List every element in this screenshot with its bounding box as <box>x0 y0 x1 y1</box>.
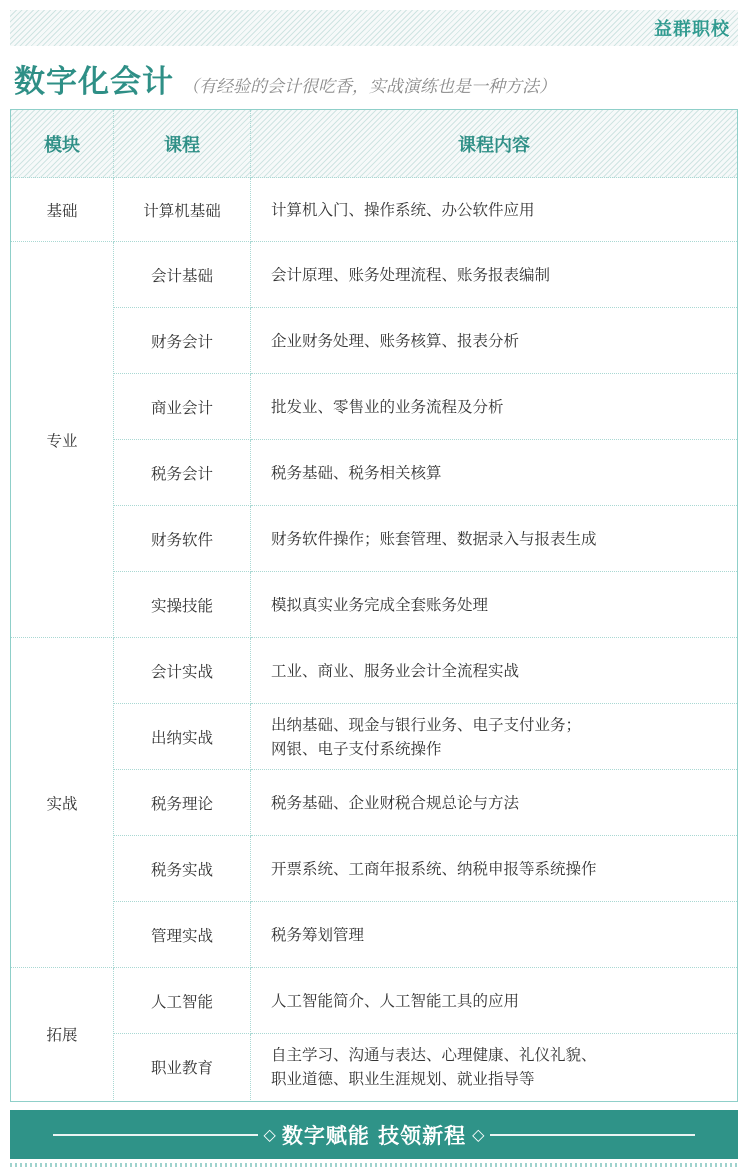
content-text <box>271 527 597 551</box>
content-line: 计算机入门、操作系统、办公软件应用 <box>271 200 535 219</box>
content-line: 出纳基础、现金与银行业务、电子支付业务； <box>271 715 582 734</box>
slogan-bar <box>10 1110 738 1159</box>
content-line: 工业、商业、服务业会计全流程实战 <box>271 661 520 680</box>
table-header-content: 课程内容 <box>251 110 737 178</box>
content-text <box>271 713 581 761</box>
course-table <box>10 109 738 1102</box>
content-line: 企业财务处理、账务核算、报表分析 <box>271 331 520 350</box>
content-line: 模拟真实业务完成全套账务处理 <box>271 595 489 614</box>
content-text <box>271 329 519 353</box>
content-cell <box>251 242 737 308</box>
course-cell: 人工智能 <box>114 968 251 1034</box>
course-cell: 计算机基础 <box>114 178 251 242</box>
page-title: 数字化会计 <box>14 64 174 100</box>
slogan-line-right <box>490 1134 695 1136</box>
slogan-line-left <box>53 1134 258 1136</box>
content-cell <box>251 704 737 770</box>
course-cell: 税务会计 <box>114 440 251 506</box>
content-text <box>271 923 364 947</box>
content-line: 税务基础、企业财税合规总论与方法 <box>271 793 520 812</box>
content-line: 开票系统、工商年报系统、纳税申报等系统操作 <box>271 859 597 878</box>
content-cell <box>251 1034 737 1100</box>
content-cell <box>251 572 737 638</box>
slogan-text: 数字赋能 技领新程 <box>281 1123 467 1148</box>
content-line: 税务基础、税务相关核算 <box>271 463 442 482</box>
course-cell: 财务会计 <box>114 308 251 374</box>
content-text <box>271 791 519 815</box>
diamond-icon: ◇ <box>472 1125 485 1144</box>
content-text <box>271 263 550 287</box>
content-text <box>271 659 519 683</box>
module-cell: 拓展 <box>11 968 114 1100</box>
content-line: 自主学习、沟通与表达、心理健康、礼仪礼貌、 <box>271 1046 597 1064</box>
module-cell: 基础 <box>11 178 114 242</box>
content-text <box>271 395 504 419</box>
content-text <box>271 857 597 881</box>
title-row <box>14 56 556 100</box>
content-line: 职业道德、职业生涯规划、就业指导等 <box>271 1070 535 1088</box>
content-text <box>271 1043 597 1091</box>
page-subtitle: （有经验的会计很吃香，实战演练也是一种方法） <box>182 77 556 97</box>
content-text <box>271 461 442 485</box>
table-header-module: 模块 <box>11 110 114 178</box>
content-cell <box>251 836 737 902</box>
content-cell <box>251 968 737 1034</box>
module-cell: 实战 <box>11 638 114 968</box>
course-cell: 职业教育 <box>114 1034 251 1100</box>
content-line: 税务筹划管理 <box>271 925 365 944</box>
table-header-course: 课程 <box>114 110 251 178</box>
module-cell: 专业 <box>11 242 114 638</box>
course-cell: 会计实战 <box>114 638 251 704</box>
course-cell: 实操技能 <box>114 572 251 638</box>
course-cell: 税务实战 <box>114 836 251 902</box>
content-text <box>271 593 488 617</box>
content-cell <box>251 440 737 506</box>
content-line: 会计原理、账务处理流程、账务报表编制 <box>271 265 551 284</box>
content-text <box>271 989 519 1013</box>
content-cell <box>251 902 737 968</box>
content-line: 批发业、零售业的业务流程及分析 <box>271 397 504 416</box>
course-cell: 商业会计 <box>114 374 251 440</box>
content-cell <box>251 770 737 836</box>
content-line: 网银、电子支付系统操作 <box>271 739 442 758</box>
course-table-grid <box>11 110 737 1101</box>
bottom-dotted-rule <box>10 1163 738 1167</box>
content-line: 财务软件操作；账套管理、数据录入与报表生成 <box>271 529 597 548</box>
brand-logo-text: 益群职校 <box>654 19 730 40</box>
content-cell <box>251 178 737 242</box>
header-band <box>10 10 738 46</box>
content-line: 人工智能简介、人工智能工具的应用 <box>271 991 520 1010</box>
course-cell: 管理实战 <box>114 902 251 968</box>
content-cell <box>251 506 737 572</box>
diamond-icon: ◇ <box>263 1125 276 1144</box>
content-cell <box>251 374 737 440</box>
course-cell: 财务软件 <box>114 506 251 572</box>
content-cell <box>251 638 737 704</box>
course-cell: 税务理论 <box>114 770 251 836</box>
course-cell: 会计基础 <box>114 242 251 308</box>
content-cell <box>251 308 737 374</box>
course-cell: 出纳实战 <box>114 704 251 770</box>
content-text <box>271 198 535 222</box>
